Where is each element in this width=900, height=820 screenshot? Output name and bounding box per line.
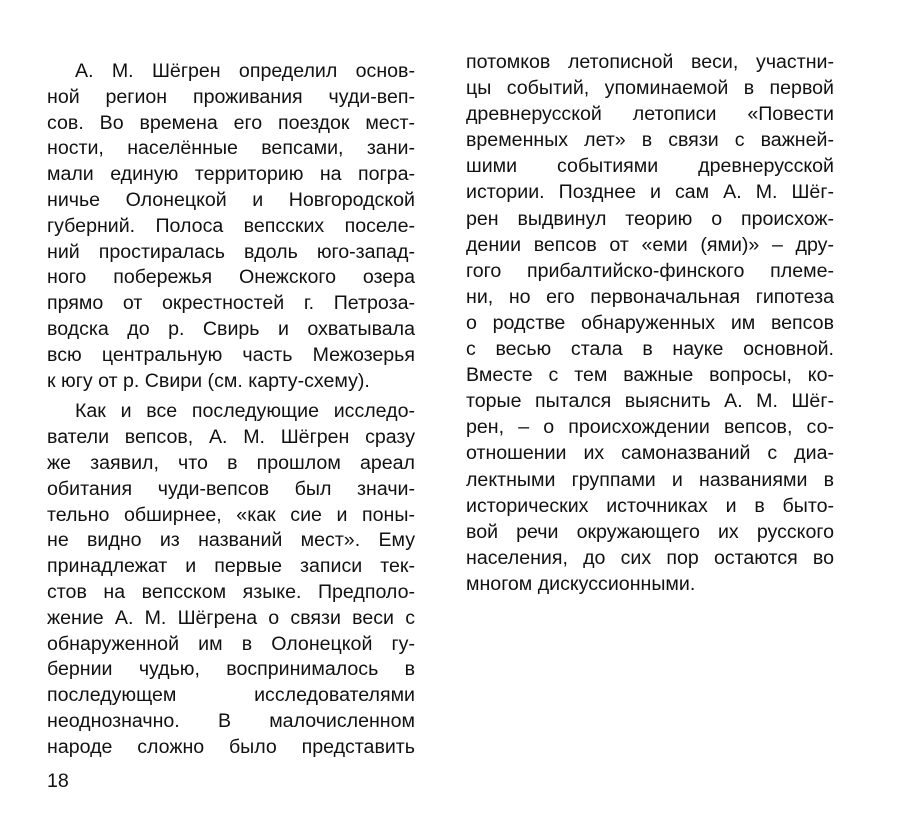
text-line: с весью стала в науке основной.	[466, 338, 834, 361]
text-line: народе сложно было представить	[47, 735, 415, 758]
text-line: обнаруженной им в Олонецкой гу-	[47, 632, 415, 655]
text-line: шими событиями древнерусской	[466, 155, 834, 178]
text-line: водска до р. Свирь и охватывала	[47, 317, 415, 340]
text-line: сов. Во времена его поездок мест-	[47, 111, 415, 134]
text-line: всю центральную часть Межозерья	[47, 343, 415, 366]
text-line: древнерусской летописи «Повести	[466, 103, 834, 126]
text-line: губерний. Полоса вепсских поселе-	[47, 214, 415, 237]
text-line: потомков летописной веси, участни-	[466, 51, 834, 73]
text-line: о родстве обнаруженных им вепсов	[466, 311, 834, 334]
text-line: населения, до сих пор остаются во	[466, 546, 834, 569]
text-line: временных лет» в связи с важней-	[466, 129, 834, 152]
text-line: отношении их самоназваний с диа-	[466, 442, 834, 465]
text-line: ватели вепсов, А. М. Шёгрен сразу	[47, 426, 415, 449]
text-line: истории. Позднее и сам А. М. Шёг-	[466, 181, 834, 204]
text-line: вой речи окружающего их русского	[466, 520, 834, 543]
text-line: не видно из названий мест». Ему	[47, 529, 415, 552]
text-line: рен, – о происхождении вепсов, со-	[466, 416, 834, 439]
text-line: тельно обширнее, «как сие и поны-	[47, 503, 415, 526]
text-line: ной регион проживания чуди-веп-	[47, 85, 415, 108]
text-line: неоднозначно. В малочисленном	[47, 709, 415, 732]
text-line: обитания чуди-вепсов был значи-	[47, 477, 415, 500]
text-line: к югу от р. Свири (см. карту-схему).	[47, 369, 370, 392]
text-line: исторических источниках и в быто-	[466, 494, 834, 517]
paragraph	[466, 49, 834, 597]
text-line: рен выдвинул теорию о происхож-	[466, 207, 834, 230]
left-column	[47, 59, 415, 761]
text-line: ного побережья Онежского озера	[47, 266, 415, 289]
paragraph	[47, 59, 415, 394]
text-line: бернии чудью, воспринималось в	[47, 658, 415, 681]
page-number: 18	[47, 770, 69, 792]
text-line: ний простиралась вдоль юго-запад-	[47, 240, 415, 263]
text-line: Вместе с тем важные вопросы, ко-	[466, 364, 834, 387]
text-line: цы событий, упоминаемой в первой	[466, 77, 834, 100]
text-line: жение А. М. Шёгрена о связи веси с	[47, 606, 415, 629]
paragraph	[47, 399, 415, 760]
text-line: Как и все последующие исследо-	[75, 400, 415, 423]
text-line: последующем исследователями	[47, 684, 415, 707]
text-line: торые пытался выяснить А. М. Шёг-	[466, 390, 834, 413]
text-line: мали единую территорию на погра-	[47, 163, 415, 186]
text-line: дении вепсов от «еми (ями)» – дру-	[466, 233, 834, 256]
text-line: принадлежат и первые записи тек-	[47, 555, 415, 578]
text-line: А. М. Шёгрен определил основ-	[75, 60, 415, 82]
text-line: стов на вепсском языке. Предполо-	[47, 580, 415, 603]
text-line: ни, но его первоначальная гипотеза	[466, 285, 834, 308]
right-column	[466, 49, 834, 597]
text-line: многом дискуссионными.	[466, 572, 696, 595]
text-line: же заявил, что в прошлом ареал	[47, 451, 415, 474]
text-line: лектными группами и названиями в	[466, 468, 834, 491]
text-line: прямо от окрестностей г. Петроза-	[47, 292, 415, 315]
text-line: ности, населённые вепсами, зани-	[47, 137, 415, 160]
text-line: гого прибалтийско-финского племе-	[466, 259, 834, 282]
text-line: ничье Олонецкой и Новгородской	[47, 188, 415, 211]
